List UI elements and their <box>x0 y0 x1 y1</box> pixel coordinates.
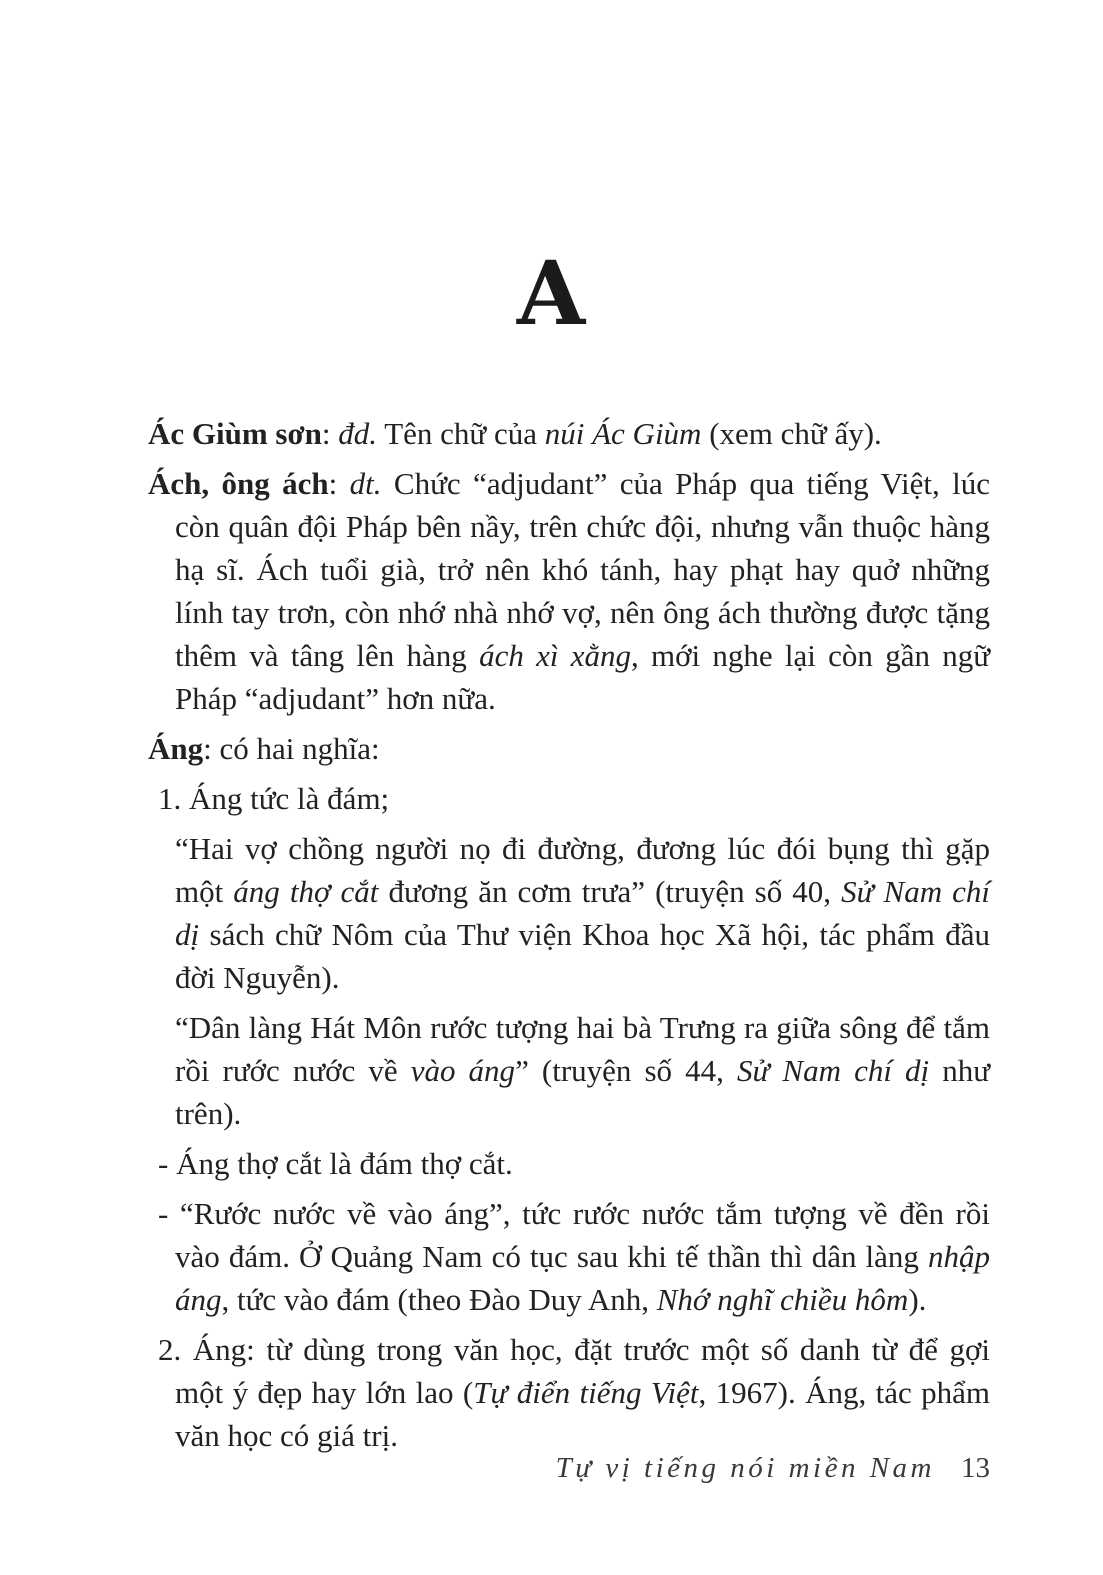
text-segment: Tên chữ của <box>377 416 545 451</box>
text-segment: (xem chữ ấy). <box>701 416 882 451</box>
text-segment: ách xì xằng <box>479 638 631 673</box>
text-segment: Ác Giùm sơn <box>148 416 322 451</box>
text-segment: , mới nghe lại còn gần ngữ Pháp “adjudant” hơn nữa. <box>175 638 991 716</box>
text-segment: Chức “adjudant” của Pháp qua tiếng Việt, lúc còn quân đội Pháp bên nầy, trên chức đội, nhưng vẫn thuộc hàng hạ sĩ. Ách tuổi già, trở nên khó tánh, hay phạt hay quở những lính tay trơn, còn nhớ nhà nhớ vợ, nên ông ách thường được tặng thêm và tâng lên hàng <box>175 466 990 673</box>
text-segment: nhập áng <box>175 1239 990 1317</box>
text-segment: như trên). <box>175 1053 990 1131</box>
text-segment: , tức vào đám (theo Đào Duy Anh, <box>221 1282 657 1317</box>
dictionary-paragraph-numbered <box>148 1328 990 1457</box>
footer-page-number: 13 <box>961 1452 990 1484</box>
text-segment: đd. <box>338 416 378 451</box>
page-footer <box>148 1450 990 1486</box>
text-segment: - “Rước nước về vào áng”, tức rước nước tắm tượng về đền rồi vào đám. Ở Quảng Nam có tục sau khi tế thần thì dân làng <box>158 1196 990 1274</box>
text-segment: sách chữ Nôm của Thư viện Khoa học Xã hội, tác phẩm đầu đời Nguyễn). <box>175 917 990 995</box>
dictionary-paragraph-inner <box>148 827 990 999</box>
text-segment: Ách, ông ách <box>148 466 329 501</box>
text-segment: “Dân làng Hát Môn rước tượng hai bà Trưng ra giữa sông để tắm rồi rước nước về <box>175 1010 990 1088</box>
text-segment: : có hai nghĩa: <box>203 731 380 766</box>
text-segment: Áng <box>148 731 204 766</box>
dictionary-paragraph-entry <box>148 412 990 455</box>
text-segment: áng thợ cắt <box>233 874 379 909</box>
dictionary-paragraph-dash <box>148 1192 990 1321</box>
footer-book-title: Tự vị tiếng nói miền Nam <box>555 1452 935 1484</box>
text-segment: “Hai vợ chồng người nọ đi đường, đương lúc đói bụng thì gặp một <box>175 831 990 909</box>
text-segment: núi Ác Giùm <box>544 416 702 451</box>
text-segment: ). <box>908 1282 927 1317</box>
text-segment: ” (truyện số 44, <box>515 1053 737 1088</box>
dictionary-paragraph-entry <box>148 727 990 770</box>
text-segment: Sử Nam chí dị <box>175 874 991 952</box>
text-segment: dt. <box>349 466 382 501</box>
text-segment: - Áng thợ cắt là đám thợ cắt. <box>158 1146 513 1181</box>
dictionary-paragraph-inner <box>148 1006 990 1135</box>
text-segment: 1. Áng tức là đám; <box>158 781 390 816</box>
text-segment: vào áng <box>410 1053 516 1088</box>
text-segment: Nhớ nghĩ chiều hôm <box>656 1282 909 1317</box>
text-segment: Sử Nam chí dị <box>736 1053 930 1088</box>
text-segment: , 1967). Áng, tác phẩm văn học có giá trị. <box>175 1375 990 1453</box>
dictionary-entries <box>148 412 990 1457</box>
text-segment: 2. Áng: từ dùng trong văn học, đặt trước một số danh từ để gợi một ý đẹp hay lớn lao ( <box>158 1332 990 1410</box>
text-segment: Tự điển tiếng Việt <box>473 1375 699 1410</box>
text-segment: : <box>321 416 339 451</box>
text-segment: : <box>328 466 350 501</box>
dictionary-paragraph-numbered <box>148 777 990 820</box>
dictionary-paragraph-dash <box>148 1142 990 1185</box>
text-segment: đương ăn cơm trưa” (truyện số 40, <box>378 874 842 909</box>
dictionary-paragraph-entry <box>148 462 990 720</box>
section-letter-heading: A <box>516 241 587 345</box>
